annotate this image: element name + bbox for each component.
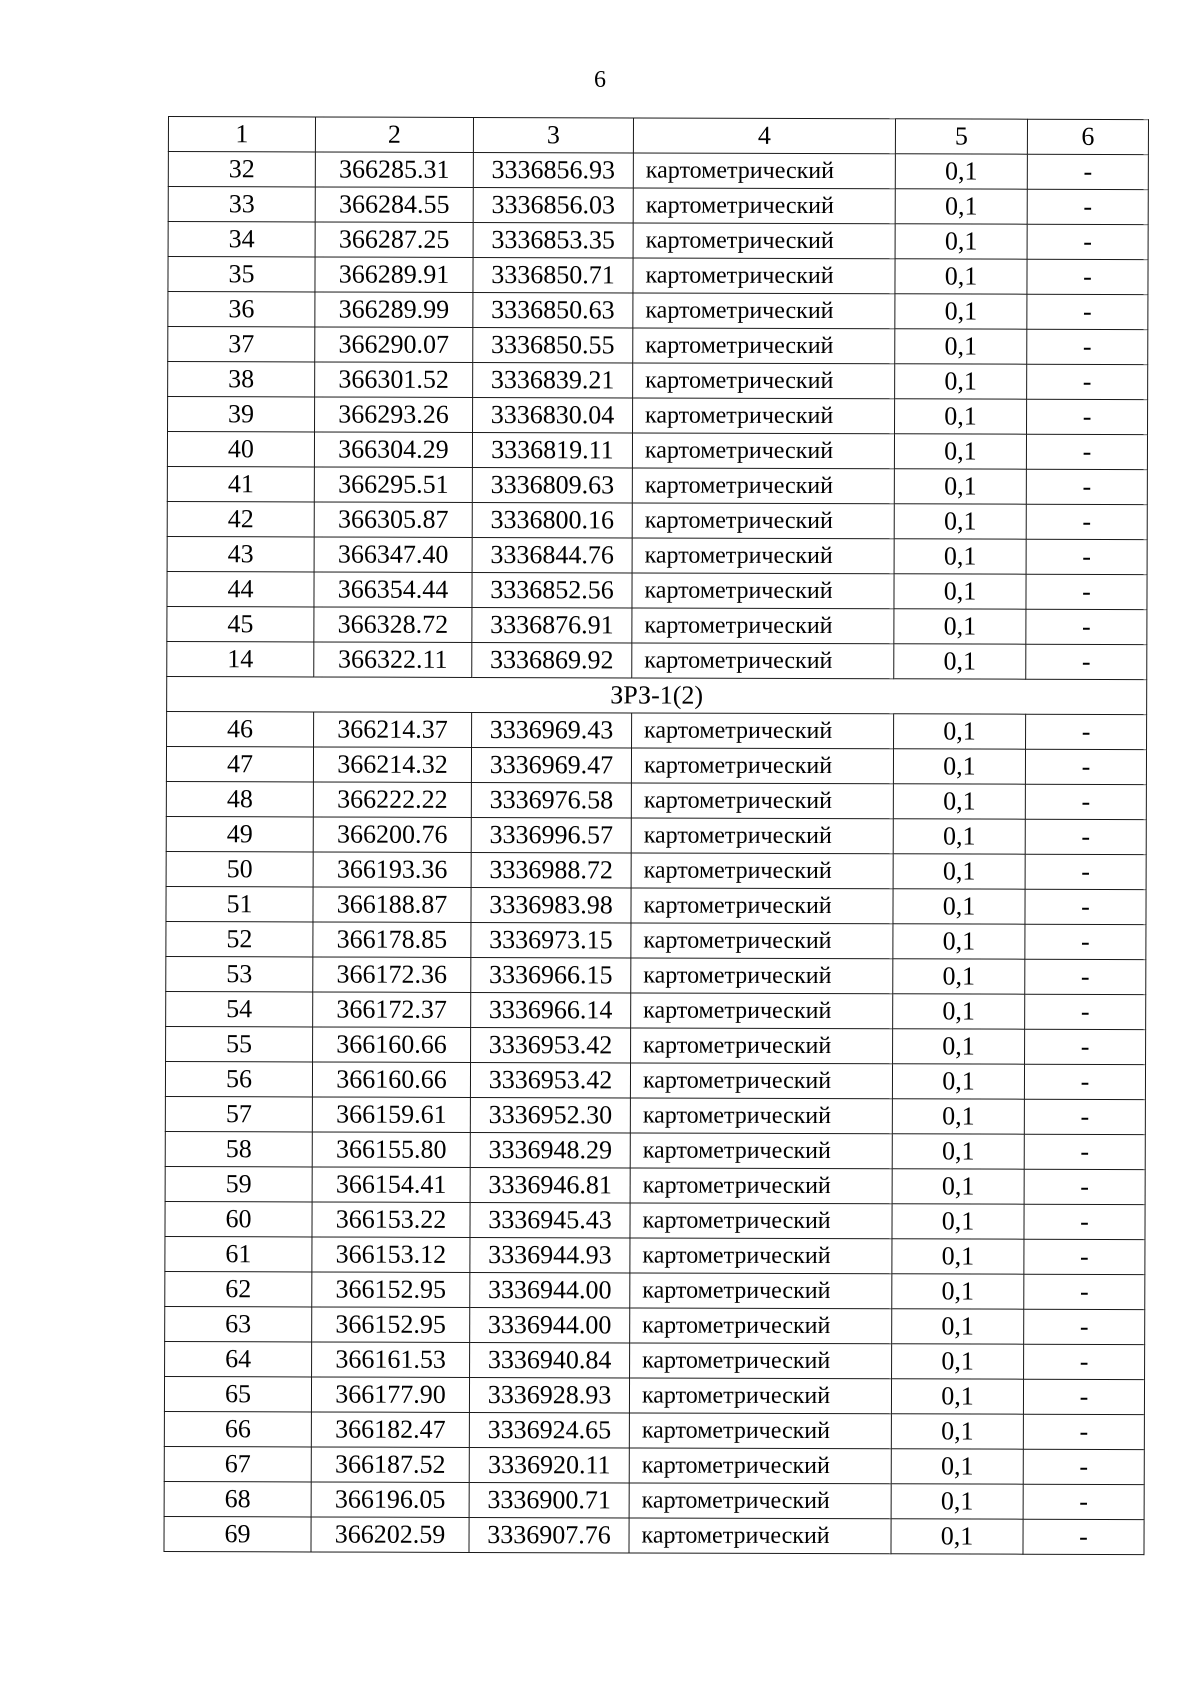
y-coordinate-cell: 3336850.63 xyxy=(473,292,633,328)
method-cell: картометрический xyxy=(632,538,894,574)
method-cell: картометрический xyxy=(629,1448,891,1484)
note-cell: - xyxy=(1026,574,1147,609)
note-cell: - xyxy=(1023,1519,1144,1554)
table-row xyxy=(166,1026,1146,1064)
accuracy-cell: 0,1 xyxy=(891,1519,1023,1554)
accuracy-cell: 0,1 xyxy=(894,714,1026,749)
x-coordinate-cell: 366284.55 xyxy=(315,187,473,222)
note-cell: - xyxy=(1024,1134,1145,1169)
note-cell: - xyxy=(1026,469,1147,504)
point-number-cell: 40 xyxy=(167,432,314,467)
x-coordinate-cell: 366289.91 xyxy=(315,257,473,292)
method-cell: картометрический xyxy=(630,1168,892,1204)
table-row xyxy=(165,1271,1145,1309)
table-row xyxy=(165,1306,1145,1344)
y-coordinate-cell: 3336800.16 xyxy=(472,502,632,538)
point-number-cell: 49 xyxy=(166,816,313,851)
point-number-cell: 50 xyxy=(166,851,313,886)
table-row xyxy=(168,327,1148,365)
table-row xyxy=(164,1376,1144,1414)
method-cell: картометрический xyxy=(633,258,895,294)
accuracy-cell: 0,1 xyxy=(895,364,1027,399)
table-row xyxy=(168,362,1148,400)
point-number-cell: 55 xyxy=(166,1026,313,1061)
y-coordinate-cell: 3336983.98 xyxy=(471,887,631,923)
x-coordinate-cell: 366354.44 xyxy=(314,572,472,607)
method-cell: картометрический xyxy=(632,503,894,539)
x-coordinate-cell: 366172.37 xyxy=(313,992,471,1027)
method-cell: картометрический xyxy=(631,818,893,854)
method-cell: картометрический xyxy=(629,1413,891,1449)
note-cell: - xyxy=(1024,1344,1145,1379)
method-cell: картометрический xyxy=(632,713,894,749)
accuracy-cell: 0,1 xyxy=(893,784,1025,819)
note-cell: - xyxy=(1023,1414,1144,1449)
y-coordinate-cell: 3336952.30 xyxy=(470,1097,630,1133)
table-row xyxy=(164,1446,1144,1484)
x-coordinate-cell: 366290.07 xyxy=(315,327,473,362)
point-number-cell: 54 xyxy=(166,991,313,1026)
table-row xyxy=(166,921,1146,959)
point-number-cell: 46 xyxy=(167,711,314,746)
note-cell: - xyxy=(1027,224,1148,259)
accuracy-cell: 0,1 xyxy=(895,329,1027,364)
y-coordinate-cell: 3336850.71 xyxy=(473,257,633,293)
method-cell: картометрический xyxy=(631,923,893,959)
table-row xyxy=(168,292,1148,330)
accuracy-cell: 0,1 xyxy=(895,399,1027,434)
note-cell: - xyxy=(1024,1064,1145,1099)
table-row xyxy=(165,1061,1145,1099)
accuracy-cell: 0,1 xyxy=(894,434,1026,469)
accuracy-cell: 0,1 xyxy=(893,749,1025,784)
note-cell: - xyxy=(1026,609,1147,644)
y-coordinate-cell: 3336973.15 xyxy=(471,922,631,958)
table-row xyxy=(166,781,1146,819)
table-row xyxy=(167,571,1147,609)
accuracy-cell: 0,1 xyxy=(891,1484,1023,1519)
x-coordinate-cell: 366178.85 xyxy=(313,922,471,957)
method-cell: картометрический xyxy=(629,1518,891,1554)
method-cell: картометрический xyxy=(633,188,895,224)
method-cell: картометрический xyxy=(633,328,895,364)
method-cell: картометрический xyxy=(632,573,894,609)
method-cell: картометрический xyxy=(633,293,895,329)
x-coordinate-cell: 366285.31 xyxy=(315,152,473,187)
point-number-cell: 53 xyxy=(166,956,313,991)
x-coordinate-cell: 366295.51 xyxy=(314,467,472,502)
point-number-cell: 61 xyxy=(165,1236,312,1271)
method-cell: картометрический xyxy=(630,1098,892,1134)
note-cell: - xyxy=(1027,259,1148,294)
header-cell: 3 xyxy=(473,117,633,153)
table-row xyxy=(165,1131,1145,1169)
note-cell: - xyxy=(1025,1029,1146,1064)
point-number-cell: 63 xyxy=(165,1306,312,1341)
note-cell: - xyxy=(1025,784,1146,819)
point-number-cell: 41 xyxy=(167,466,314,501)
table-row xyxy=(167,466,1147,504)
accuracy-cell: 0,1 xyxy=(894,504,1026,539)
x-coordinate-cell: 366152.95 xyxy=(312,1307,470,1342)
point-number-cell: 48 xyxy=(166,781,313,816)
y-coordinate-cell: 3336844.76 xyxy=(472,537,632,573)
note-cell: - xyxy=(1025,854,1146,889)
y-coordinate-cell: 3336876.91 xyxy=(472,607,632,643)
method-cell: картометрический xyxy=(633,398,895,434)
note-cell: - xyxy=(1026,714,1147,749)
x-coordinate-cell: 366153.22 xyxy=(312,1202,470,1237)
x-coordinate-cell: 366155.80 xyxy=(312,1132,470,1167)
table-row xyxy=(167,501,1147,539)
x-coordinate-cell: 366193.36 xyxy=(313,852,471,887)
y-coordinate-cell: 3336953.42 xyxy=(471,1027,631,1063)
y-coordinate-cell: 3336928.93 xyxy=(469,1377,629,1413)
x-coordinate-cell: 366159.61 xyxy=(312,1097,470,1132)
x-coordinate-cell: 366172.36 xyxy=(313,957,471,992)
point-number-cell: 52 xyxy=(166,921,313,956)
accuracy-cell: 0,1 xyxy=(892,1099,1024,1134)
point-number-cell: 62 xyxy=(165,1271,312,1306)
point-number-cell: 42 xyxy=(167,501,314,536)
method-cell: картометрический xyxy=(630,1273,892,1309)
accuracy-cell: 0,1 xyxy=(895,189,1027,224)
point-number-cell: 66 xyxy=(164,1411,311,1446)
method-cell: картометрический xyxy=(631,853,893,889)
y-coordinate-cell: 3336852.56 xyxy=(472,572,632,608)
y-coordinate-cell: 3336809.63 xyxy=(472,467,632,503)
table-row xyxy=(165,1096,1145,1134)
method-cell: картометрический xyxy=(632,433,894,469)
method-cell: картометрический xyxy=(633,223,895,259)
method-cell: картометрический xyxy=(629,1378,891,1414)
note-cell: - xyxy=(1027,189,1148,224)
table-row xyxy=(165,1236,1145,1274)
point-number-cell: 32 xyxy=(168,152,315,187)
section-row xyxy=(167,676,1147,714)
y-coordinate-cell: 3336944.00 xyxy=(470,1272,630,1308)
point-number-cell: 39 xyxy=(168,397,315,432)
x-coordinate-cell: 366347.40 xyxy=(314,537,472,572)
point-number-cell: 43 xyxy=(167,536,314,571)
coordinates-table xyxy=(163,116,1149,1555)
note-cell: - xyxy=(1024,1309,1145,1344)
table-row xyxy=(168,187,1148,225)
point-number-cell: 69 xyxy=(164,1516,311,1551)
accuracy-cell: 0,1 xyxy=(892,1274,1024,1309)
method-cell: картометрический xyxy=(632,608,894,644)
x-coordinate-cell: 366196.05 xyxy=(311,1482,469,1517)
y-coordinate-cell: 3336920.11 xyxy=(469,1447,629,1483)
accuracy-cell: 0,1 xyxy=(891,1414,1023,1449)
accuracy-cell: 0,1 xyxy=(892,1064,1024,1099)
accuracy-cell: 0,1 xyxy=(892,1344,1024,1379)
accuracy-cell: 0,1 xyxy=(892,1239,1024,1274)
table-row xyxy=(168,257,1148,295)
x-coordinate-cell: 366222.22 xyxy=(313,782,471,817)
method-cell: картометрический xyxy=(630,1133,892,1169)
table-row xyxy=(166,816,1146,854)
y-coordinate-cell: 3336988.72 xyxy=(471,852,631,888)
method-cell: картометрический xyxy=(630,1343,892,1379)
table-row xyxy=(165,1201,1145,1239)
x-coordinate-cell: 366188.87 xyxy=(313,887,471,922)
table-body xyxy=(164,117,1149,1555)
method-cell: картометрический xyxy=(630,1308,892,1344)
method-cell: картометрический xyxy=(631,958,893,994)
note-cell: - xyxy=(1023,1449,1144,1484)
note-cell: - xyxy=(1024,1204,1145,1239)
x-coordinate-cell: 366177.90 xyxy=(311,1377,469,1412)
y-coordinate-cell: 3336944.93 xyxy=(470,1237,630,1273)
point-number-cell: 65 xyxy=(164,1376,311,1411)
table-row xyxy=(166,956,1146,994)
note-cell: - xyxy=(1025,819,1146,854)
accuracy-cell: 0,1 xyxy=(895,294,1027,329)
x-coordinate-cell: 366214.32 xyxy=(313,747,471,782)
note-cell: - xyxy=(1027,294,1148,329)
point-number-cell: 68 xyxy=(164,1481,311,1516)
y-coordinate-cell: 3336924.65 xyxy=(469,1412,629,1448)
accuracy-cell: 0,1 xyxy=(893,819,1025,854)
point-number-cell: 47 xyxy=(166,746,313,781)
y-coordinate-cell: 3336907.76 xyxy=(469,1517,629,1553)
point-number-cell: 33 xyxy=(168,187,315,222)
method-cell: картометрический xyxy=(631,993,893,1029)
table-row xyxy=(167,606,1147,644)
method-cell: картометрический xyxy=(633,153,895,189)
note-cell: - xyxy=(1025,749,1146,784)
point-number-cell: 34 xyxy=(168,222,315,257)
note-cell: - xyxy=(1027,154,1148,189)
table-row xyxy=(166,746,1146,784)
table-row xyxy=(166,851,1146,889)
table-row xyxy=(167,711,1147,749)
x-coordinate-cell: 366304.29 xyxy=(314,432,472,467)
point-number-cell: 36 xyxy=(168,292,315,327)
table-row xyxy=(164,1481,1144,1519)
section-title: ЗРЗ-1(2) xyxy=(167,676,1147,714)
y-coordinate-cell: 3336940.84 xyxy=(470,1342,630,1378)
note-cell: - xyxy=(1024,1169,1145,1204)
y-coordinate-cell: 3336856.03 xyxy=(473,187,633,223)
accuracy-cell: 0,1 xyxy=(894,609,1026,644)
note-cell: - xyxy=(1023,1484,1144,1519)
point-number-cell: 38 xyxy=(168,362,315,397)
point-number-cell: 67 xyxy=(164,1446,311,1481)
accuracy-cell: 0,1 xyxy=(893,1029,1025,1064)
x-coordinate-cell: 366152.95 xyxy=(312,1272,470,1307)
note-cell: - xyxy=(1025,994,1146,1029)
point-number-cell: 35 xyxy=(168,257,315,292)
method-cell: картометрический xyxy=(630,1203,892,1239)
accuracy-cell: 0,1 xyxy=(892,1169,1024,1204)
point-number-cell: 45 xyxy=(167,606,314,641)
method-cell: картометрический xyxy=(631,1028,893,1064)
header-cell: 5 xyxy=(895,119,1027,154)
accuracy-cell: 0,1 xyxy=(894,469,1026,504)
accuracy-cell: 0,1 xyxy=(892,1309,1024,1344)
y-coordinate-cell: 3336976.58 xyxy=(471,782,631,818)
accuracy-cell: 0,1 xyxy=(894,644,1026,679)
x-coordinate-cell: 366154.41 xyxy=(312,1167,470,1202)
y-coordinate-cell: 3336948.29 xyxy=(470,1132,630,1168)
y-coordinate-cell: 3336900.71 xyxy=(469,1482,629,1518)
table-row xyxy=(164,1411,1144,1449)
method-cell: картометрический xyxy=(629,1483,891,1519)
y-coordinate-cell: 3336819.11 xyxy=(472,432,632,468)
x-coordinate-cell: 366301.52 xyxy=(315,362,473,397)
note-cell: - xyxy=(1026,434,1147,469)
table-row xyxy=(168,152,1148,190)
x-coordinate-cell: 366202.59 xyxy=(311,1517,469,1552)
header-cell: 1 xyxy=(168,117,315,152)
x-coordinate-cell: 366322.11 xyxy=(314,642,472,677)
note-cell: - xyxy=(1024,1274,1145,1309)
method-cell: картометрический xyxy=(631,783,893,819)
method-cell: картометрический xyxy=(632,643,894,679)
method-cell: картометрический xyxy=(631,888,893,924)
x-coordinate-cell: 366182.47 xyxy=(311,1412,469,1447)
point-number-cell: 14 xyxy=(167,641,314,676)
point-number-cell: 64 xyxy=(165,1341,312,1376)
accuracy-cell: 0,1 xyxy=(891,1379,1023,1414)
note-cell: - xyxy=(1026,644,1147,679)
accuracy-cell: 0,1 xyxy=(893,854,1025,889)
table-row xyxy=(166,886,1146,924)
x-coordinate-cell: 366287.25 xyxy=(315,222,473,257)
x-coordinate-cell: 366160.66 xyxy=(313,1027,471,1062)
y-coordinate-cell: 3336953.42 xyxy=(470,1062,630,1098)
y-coordinate-cell: 3336996.57 xyxy=(471,817,631,853)
accuracy-cell: 0,1 xyxy=(893,959,1025,994)
y-coordinate-cell: 3336869.92 xyxy=(472,642,632,678)
y-coordinate-cell: 3336969.43 xyxy=(472,712,632,748)
y-coordinate-cell: 3336856.93 xyxy=(473,152,633,188)
x-coordinate-cell: 366160.66 xyxy=(312,1062,470,1097)
accuracy-cell: 0,1 xyxy=(895,154,1027,189)
table-row xyxy=(167,641,1147,679)
y-coordinate-cell: 3336966.15 xyxy=(471,957,631,993)
note-cell: - xyxy=(1025,959,1146,994)
note-cell: - xyxy=(1025,889,1146,924)
method-cell: картометрический xyxy=(631,748,893,784)
x-coordinate-cell: 366161.53 xyxy=(312,1342,470,1377)
table-row xyxy=(167,536,1147,574)
x-coordinate-cell: 366293.26 xyxy=(315,397,473,432)
point-number-cell: 37 xyxy=(168,327,315,362)
point-number-cell: 60 xyxy=(165,1201,312,1236)
table-row xyxy=(168,397,1148,435)
page-number: 6 xyxy=(594,67,606,93)
table-row xyxy=(164,1516,1144,1554)
point-number-cell: 51 xyxy=(166,886,313,921)
x-coordinate-cell: 366200.76 xyxy=(313,817,471,852)
table-header-row xyxy=(168,117,1148,155)
table-row xyxy=(168,222,1148,260)
method-cell: картометрический xyxy=(630,1238,892,1274)
method-cell: картометрический xyxy=(630,1063,892,1099)
accuracy-cell: 0,1 xyxy=(893,924,1025,959)
x-coordinate-cell: 366305.87 xyxy=(314,502,472,537)
accuracy-cell: 0,1 xyxy=(893,889,1025,924)
note-cell: - xyxy=(1025,924,1146,959)
header-cell: 2 xyxy=(315,117,473,152)
y-coordinate-cell: 3336850.55 xyxy=(473,327,633,363)
note-cell: - xyxy=(1026,504,1147,539)
x-coordinate-cell: 366328.72 xyxy=(314,607,472,642)
x-coordinate-cell: 366187.52 xyxy=(311,1447,469,1482)
method-cell: картометрический xyxy=(632,468,894,504)
point-number-cell: 56 xyxy=(165,1061,312,1096)
accuracy-cell: 0,1 xyxy=(894,539,1026,574)
header-cell: 4 xyxy=(633,118,895,154)
y-coordinate-cell: 3336839.21 xyxy=(473,362,633,398)
accuracy-cell: 0,1 xyxy=(892,1204,1024,1239)
note-cell: - xyxy=(1027,399,1148,434)
y-coordinate-cell: 3336946.81 xyxy=(470,1167,630,1203)
table-row xyxy=(167,432,1147,470)
x-coordinate-cell: 366214.37 xyxy=(314,712,472,747)
note-cell: - xyxy=(1024,1239,1145,1274)
y-coordinate-cell: 3336966.14 xyxy=(471,992,631,1028)
accuracy-cell: 0,1 xyxy=(895,224,1027,259)
accuracy-cell: 0,1 xyxy=(892,1134,1024,1169)
y-coordinate-cell: 3336945.43 xyxy=(470,1202,630,1238)
point-number-cell: 44 xyxy=(167,571,314,606)
accuracy-cell: 0,1 xyxy=(893,994,1025,1029)
note-cell: - xyxy=(1027,329,1148,364)
note-cell: - xyxy=(1026,539,1147,574)
y-coordinate-cell: 3336853.35 xyxy=(473,222,633,258)
x-coordinate-cell: 366289.99 xyxy=(315,292,473,327)
table-row xyxy=(165,1166,1145,1204)
accuracy-cell: 0,1 xyxy=(895,259,1027,294)
point-number-cell: 58 xyxy=(165,1131,312,1166)
header-cell: 6 xyxy=(1027,119,1148,154)
point-number-cell: 59 xyxy=(165,1166,312,1201)
x-coordinate-cell: 366153.12 xyxy=(312,1237,470,1272)
accuracy-cell: 0,1 xyxy=(894,574,1026,609)
accuracy-cell: 0,1 xyxy=(891,1449,1023,1484)
y-coordinate-cell: 3336830.04 xyxy=(473,397,633,433)
note-cell: - xyxy=(1024,1099,1145,1134)
y-coordinate-cell: 3336969.47 xyxy=(471,747,631,783)
note-cell: - xyxy=(1027,364,1148,399)
table-row xyxy=(165,1341,1145,1379)
method-cell: картометрический xyxy=(633,363,895,399)
table-row xyxy=(166,991,1146,1029)
note-cell: - xyxy=(1023,1379,1144,1414)
y-coordinate-cell: 3336944.00 xyxy=(470,1307,630,1343)
point-number-cell: 57 xyxy=(165,1096,312,1131)
